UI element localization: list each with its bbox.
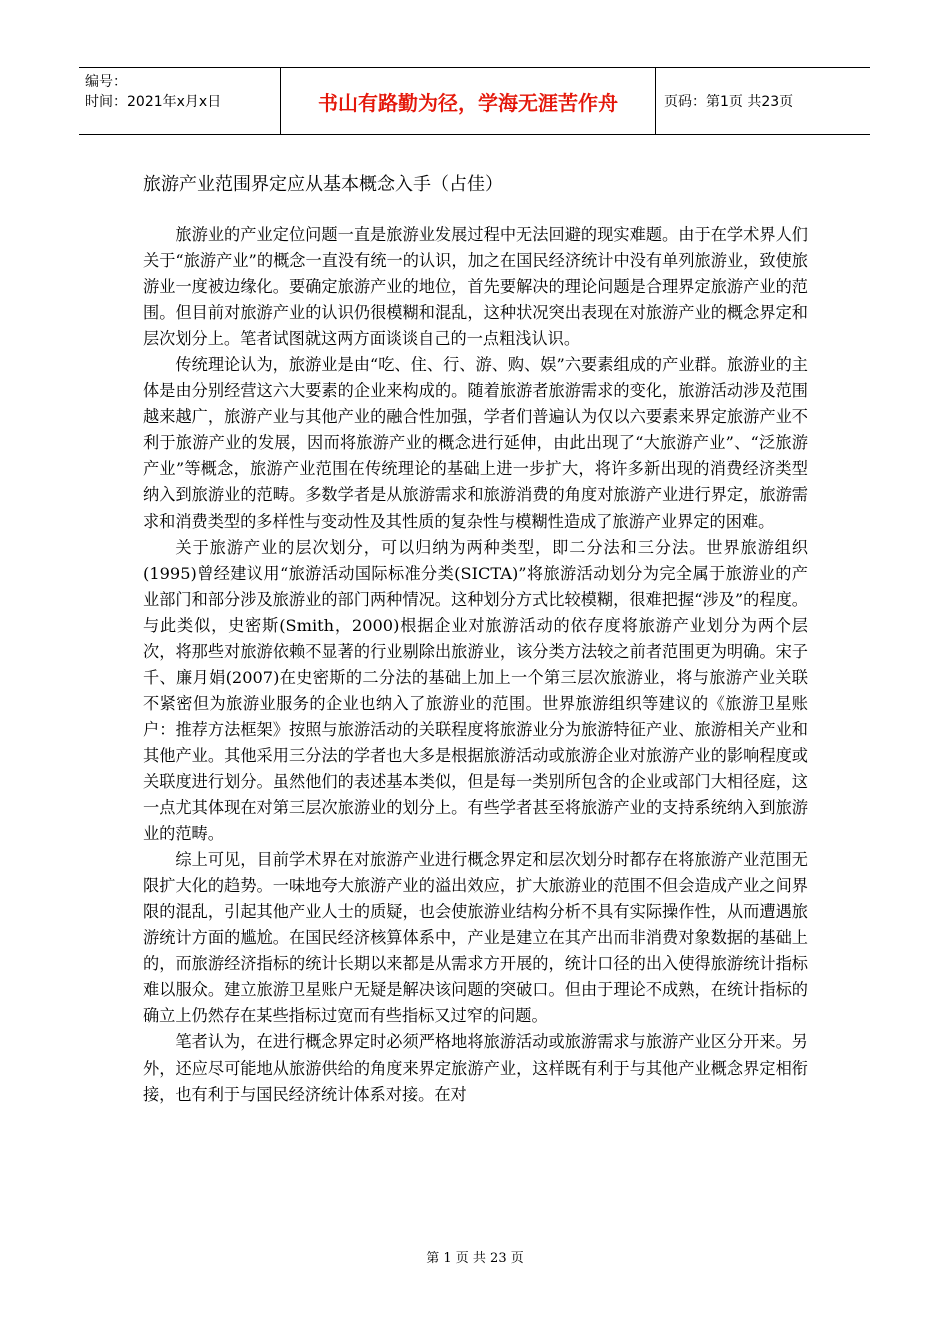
- paragraph: 传统理论认为，旅游业是由“吃、住、行、游、购、娱”六要素组成的产业群。旅游业的主体是由分别经营这六大要素的企业来构成的。随着旅游者旅游需求的变化，旅游活动涉及范围越来越广，旅游产业与其他产业的融合性加强，学者们普遍认为仅以六要素来界定旅游产业不利于旅游产业的发展，因而将旅游产业的概念进行延伸，由此出现了“大旅游产业”、“泛旅游产业”等概念，旅游产业范围在传统理论的基础上进一步扩大，将许多新出现的消费经济类型纳入到旅游业的范畴。多数学者是从旅游需求和旅游消费的角度对旅游产业进行界定，旅游需求和消费类型的多样性与变动性及其性质的复杂性与模糊性造成了旅游产业界定的困难。: [143, 355, 808, 531]
- page-footer: 第 1 页 共 23 页: [426, 1251, 524, 1266]
- header-meta-cell: [79, 68, 281, 134]
- document-time-label: 时间：2021年x月x日: [85, 94, 222, 110]
- article-body: [143, 222, 808, 1108]
- paragraph: 关于旅游产业的层次划分，可以归纳为两种类型，即二分法和三分法。世界旅游组织(1995)曾经建议用“旅游活动国际标准分类(SICTA)”将旅游活动划分为完全属于旅游业的产业部门和部分涉及旅游业的部门两种情况。这种划分方式比较模糊，很难把握“涉及”的程度。与此类似，史密斯(Smith，2000)根据企业对旅游活动的依存度将旅游产业划分为两个层次，将那些对旅游依赖不显著的行业剔除出旅游业，该分类方法较之前者范围更为明确。宋子千、廉月娟(2007)在史密斯的二分法的基础上加上一个第三层次旅游业，将与旅游产业关联不紧密但为旅游业服务的企业也纳入了旅游业的范围。世界旅游组织等建议的《旅游卫星账户：推荐方法框架》按照与旅游活动的关联程度将旅游业分为旅游特征产业、旅游相关产业和其他产业。其他采用三分法的学者也大多是根据旅游活动或旅游企业对旅游产业的影响程度或关联度进行划分。虽然他们的表述基本类似，但是每一类别所包含的企业或部门大相径庭，这一点尤其体现在对第三层次旅游业的划分上。有些学者甚至将旅游产业的支持系统纳入到旅游业的范畴。: [143, 537, 808, 844]
- header-page-info: 页码：第1页 共23页: [664, 94, 794, 110]
- header-table: [79, 67, 870, 135]
- paragraph: 综上可见，目前学术界在对旅游产业进行概念界定和层次划分时都存在将旅游产业范围无限扩大化的趋势。一味地夸大旅游产业的溢出效应，扩大旅游业的范围不但会造成产业之间界限的混乱，引起其他产业人士的质疑，也会使旅游业结构分析不具有实际操作性，从而遭遇旅游统计方面的尴尬。在国民经济核算体系中，产业是建立在其产出而非消费对象数据的基础上的，而旅游经济指标的统计长期以来都是从需求方开展的，统计口径的出入使得旅游统计指标难以服众。建立旅游卫星账户无疑是解决该问题的突破口。但由于理论不成熟，在统计指标的确立上仍然存在某些指标过宽而有些指标又过窄的问题。: [143, 850, 808, 1026]
- article-title: 旅游产业范围界定应从基本概念入手（占佳）: [143, 174, 503, 195]
- header-motto: 书山有路勤为径，学海无涯苦作舟: [281, 68, 656, 134]
- paragraph: 笔者认为，在进行概念界定时必须严格地将旅游活动或旅游需求与旅游产业区分开来。另外，还应尽可能地从旅游供给的角度来界定旅游产业，这样既有利于与其他产业概念界定相衔接，也有利于与国民经济统计体系对接。在对: [143, 1032, 808, 1104]
- document-number-label: 编号：: [85, 74, 127, 90]
- paragraph: 旅游业的产业定位问题一直是旅游业发展过程中无法回避的现实难题。由于在学术界人们关于“旅游产业”的概念一直没有统一的认识，加之在国民经济统计中没有单列旅游业，致使旅游业一度被边缘化。要确定旅游产业的地位，首先要解决的理论问题是合理界定旅游产业的范围。但目前对旅游产业的认识仍很模糊和混乱，这种状况突出表现在对旅游产业的概念界定和层次划分上。笔者试图就这两方面谈谈自己的一点粗浅认识。: [143, 225, 808, 349]
